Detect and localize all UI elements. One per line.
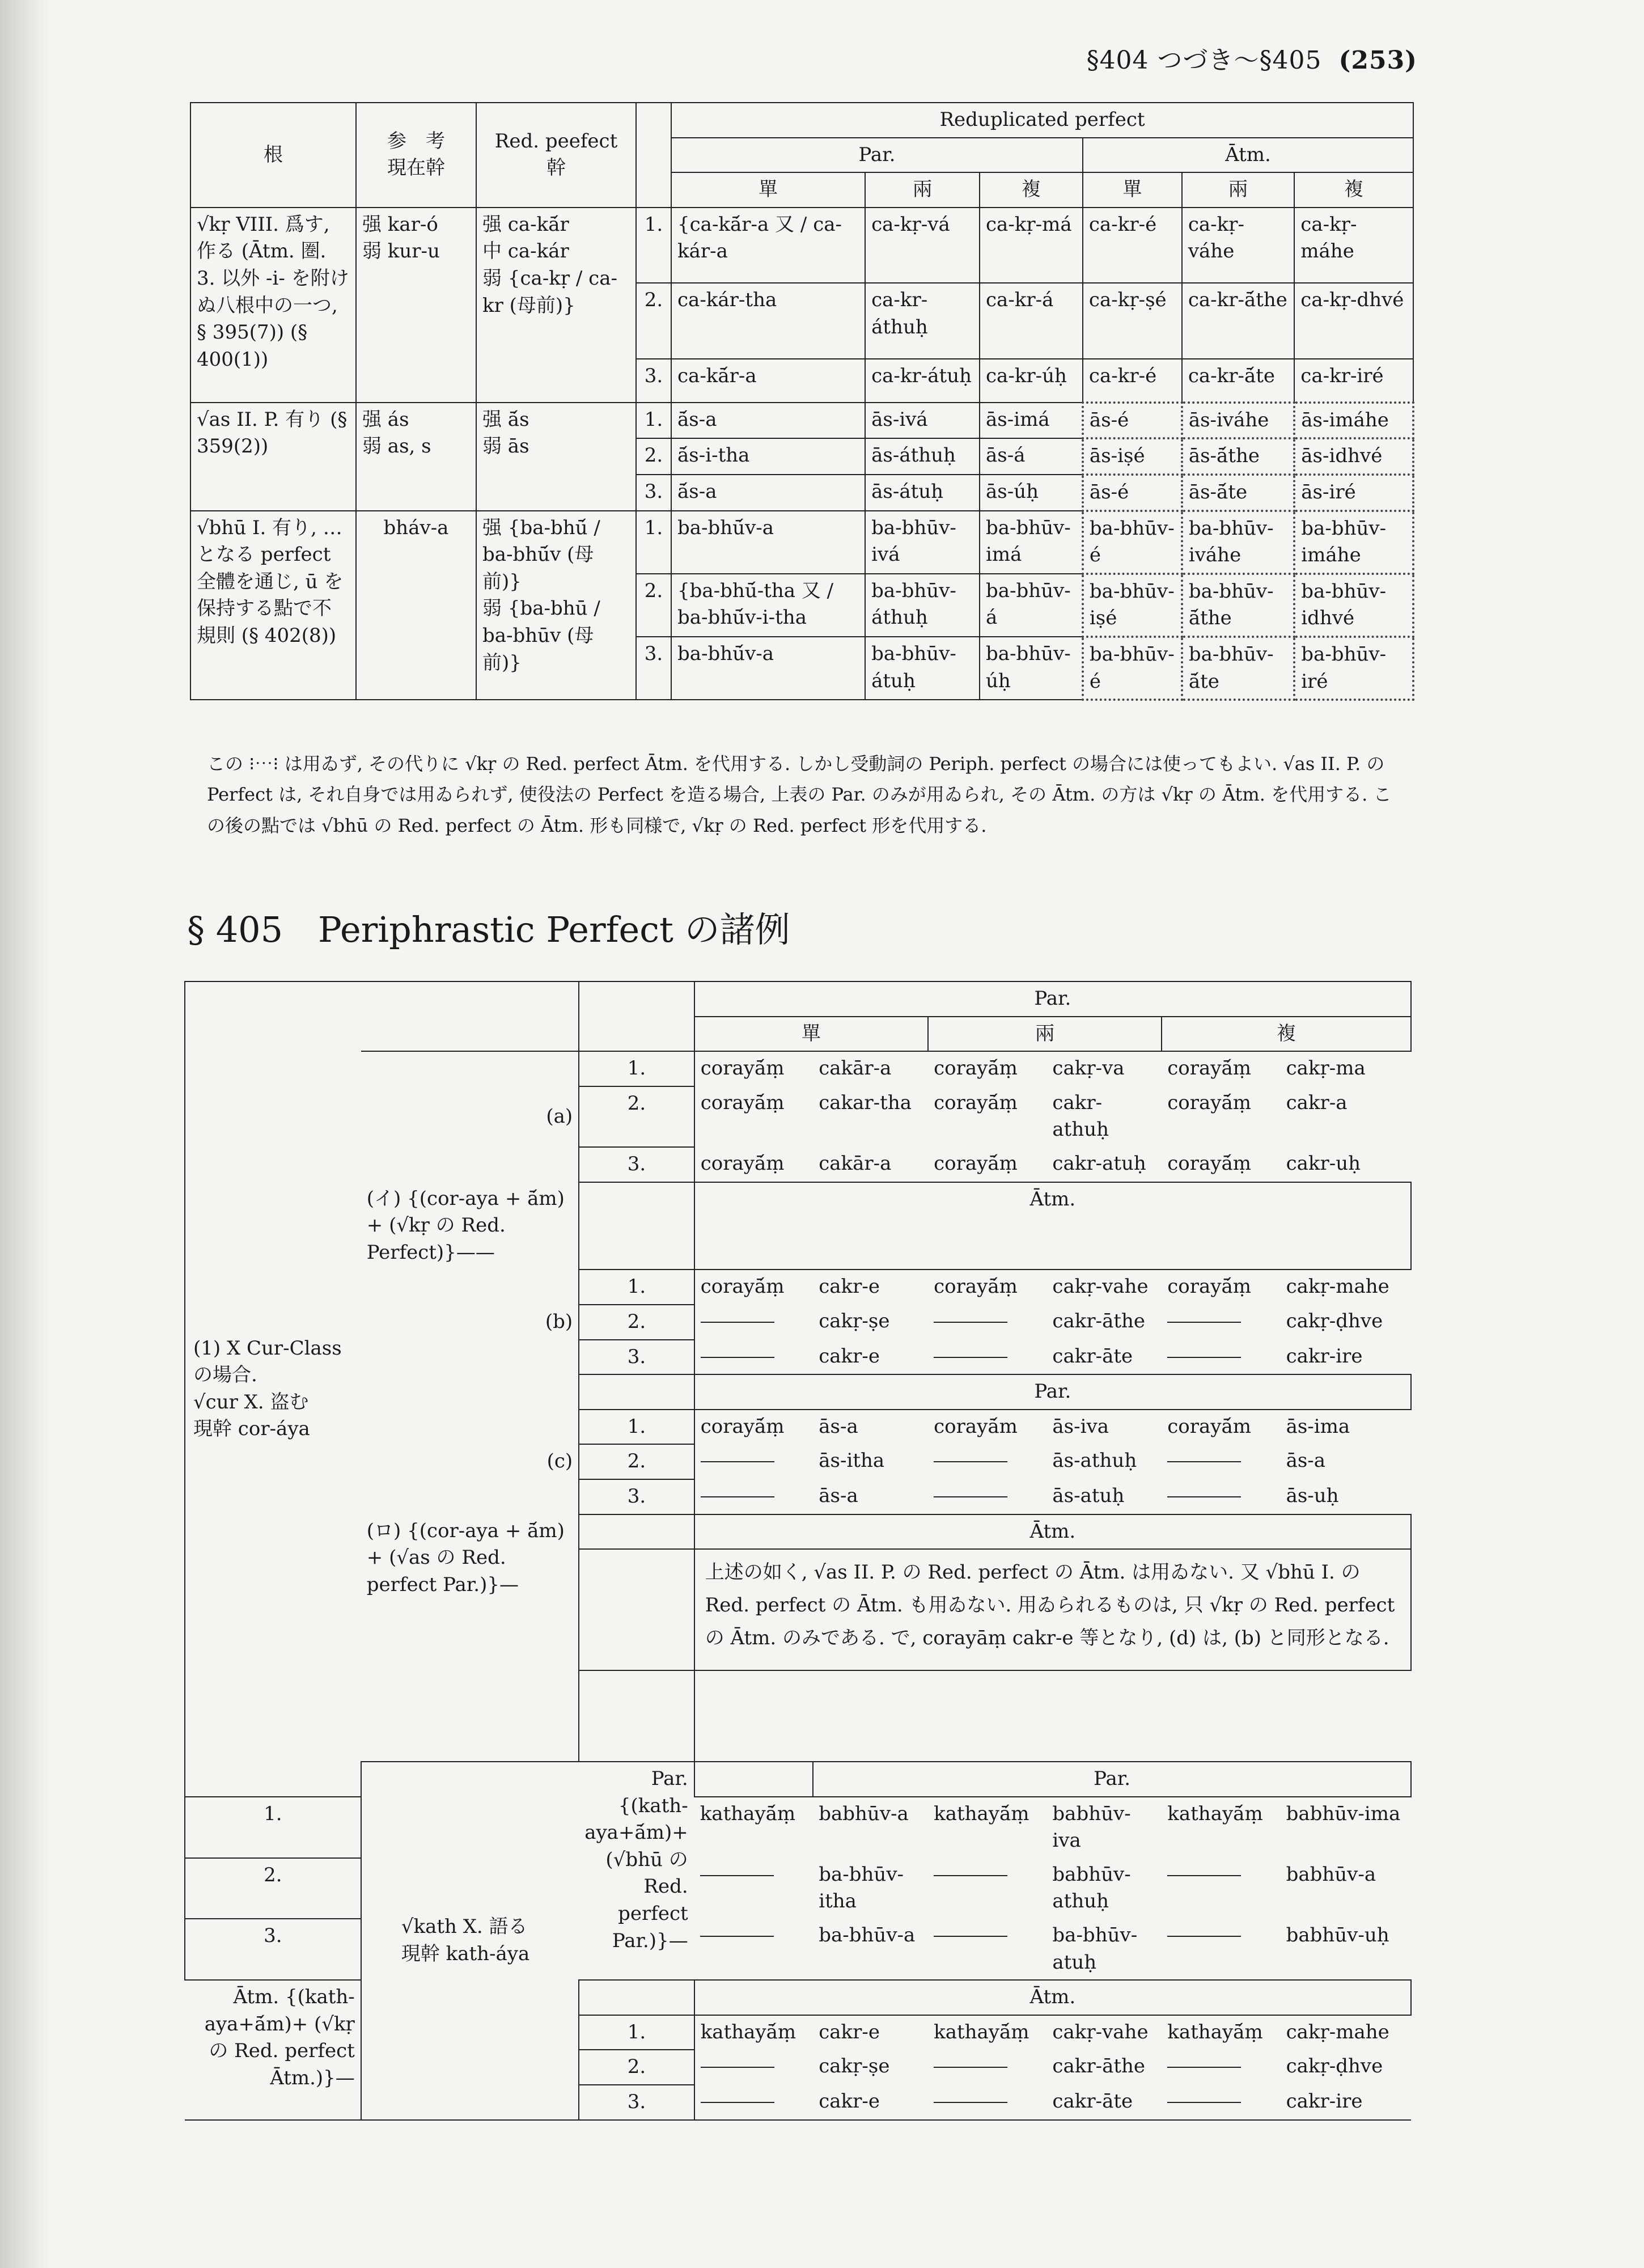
- unused-form-cell: ās-é: [1083, 475, 1182, 511]
- ditto-dash: [701, 2102, 774, 2103]
- table-row: [190, 511, 1413, 574]
- form-cell: corayā́ṃ: [934, 1275, 1018, 1298]
- person-number: 2.: [185, 1858, 361, 1919]
- form-cell: ās-ima: [1286, 1415, 1350, 1438]
- ditto-dash: [701, 1322, 774, 1323]
- form-cell: cakṛ-vahe: [1052, 1275, 1149, 1298]
- form-cell: ba-bhūv-ivá: [865, 511, 980, 574]
- form-cell: ās-á: [980, 438, 1083, 475]
- form-cell: ās-áthuḥ: [865, 438, 980, 475]
- form-cell: ā́s-a: [671, 403, 865, 439]
- form-cell: cakṛ-ṣe: [819, 2055, 890, 2078]
- form-cell: cakār-a: [819, 1152, 892, 1175]
- form-cell: corayā́ṃ: [700, 1415, 785, 1438]
- ditto-dash: [1167, 1461, 1241, 1462]
- root-cell: √kṛ VIII. 爲す, 作る (Ātm. 圏. 3. 以外 -i- を附けぬ八根中の一つ, § 395(7)) (§ 400(1)): [190, 208, 356, 403]
- person-number: 2.: [579, 1086, 694, 1147]
- page-number: (253): [1338, 46, 1417, 75]
- ditto-dash: [934, 1936, 1007, 1937]
- form-cell: ba-bhūv-atuḥ: [1052, 1924, 1138, 1974]
- unused-form-cell: ās-é: [1083, 403, 1182, 439]
- form-cell: corayā́ṃ: [934, 1152, 1018, 1175]
- row-label-c: (c): [546, 1450, 573, 1473]
- ditto-dash: [1167, 2102, 1241, 2103]
- perfect-stem-cell: 强 ca-kā́r 中 ca-kár 弱 {ca-kṛ / ca-kr (母前)}: [476, 208, 636, 403]
- form-cell: ba-bhūv-úḥ: [980, 637, 1083, 700]
- form-cell: ās-uḥ: [1286, 1484, 1339, 1507]
- person-number: 3.: [579, 1147, 694, 1182]
- header-atm: Ātm.: [1083, 138, 1413, 173]
- form-cell: cakr-e: [813, 2085, 928, 2120]
- form-cell: corayā́ṃ: [700, 1091, 785, 1114]
- formula-i: (イ) {(cor-aya + ā́m) + (√kṛ の Red. Perfect)}——: [366, 1187, 565, 1264]
- form-cell: babhūv-iva: [1052, 1802, 1131, 1852]
- header-par: Par.: [694, 1374, 1411, 1410]
- form-cell: kathayā́ṃ: [700, 1802, 796, 1825]
- form-cell: ca-kr-átuḥ: [865, 359, 980, 403]
- formula-ro: (ロ) {(cor-aya + ā́m) + (√as の Red. perfect Par.)}—: [366, 1519, 565, 1596]
- ditto-dash: [701, 2067, 774, 2068]
- form-cell: ba-bhūv-itha: [819, 1863, 904, 1913]
- unused-form-cell: ās-iṣé: [1083, 438, 1182, 475]
- unused-form-cell: ās-iré: [1294, 475, 1413, 511]
- form-cell: cakṛ-ḍhve: [1286, 1309, 1383, 1332]
- person-number: 1.: [636, 208, 671, 284]
- form-cell: corayā́ṃ: [700, 1152, 785, 1175]
- form-cell: cakṛ-mahe: [1286, 1275, 1389, 1298]
- form-cell: corayā́ṃ: [1167, 1057, 1252, 1080]
- ditto-dash: [934, 2102, 1007, 2103]
- form-cell: {ca-kā́r-a 又 / ca-kár-a: [671, 208, 865, 284]
- form-cell: ca-kr-á: [980, 283, 1083, 359]
- ditto-dash: [934, 1461, 1007, 1462]
- person-number: 1.: [579, 1051, 694, 1086]
- header-plural: 複: [1294, 172, 1413, 208]
- person-number: 1.: [636, 511, 671, 574]
- form-cell: ca-kṛ-máhe: [1294, 208, 1413, 284]
- form-cell: ās-iva: [1052, 1415, 1109, 1438]
- col-present-stem: 参 考 現在幹: [356, 103, 476, 208]
- form-cell: ās-imá: [980, 403, 1083, 439]
- form-cell: corayā́ṃ: [700, 1275, 785, 1298]
- perfect-stem-cell: 强 {ba-bhū́ / ba-bhū́v (母前)} 弱 {ba-bhū / ba-bhūv (母前)}: [476, 511, 636, 700]
- ditto-dash: [700, 1875, 774, 1876]
- form-cell: ca-kár-tha: [671, 283, 865, 359]
- cur-class-label: (1) X Cur-Class の場合. √cur X. 盗む 現幹 cor-áya: [193, 1336, 342, 1441]
- section-title: § 405 Periphrastic Perfect の諸例: [187, 909, 790, 950]
- form-cell: cakr-āthe: [1052, 1309, 1146, 1332]
- unused-form-cell: ās-ā́te: [1182, 475, 1294, 511]
- header-plural: 複: [1162, 1017, 1411, 1052]
- form-cell: kathayā́ṃ: [1167, 2020, 1263, 2043]
- form-cell: cakṛ-ma: [1286, 1057, 1366, 1080]
- form-cell: ba-bhūv-átuḥ: [865, 637, 980, 700]
- present-stem-cell: 强 ás 弱 as, s: [356, 403, 476, 511]
- kath-par-formula: Par. {(kath-aya+ā́m)+ (√bhū の Red. perfect Par.)}—: [579, 1762, 694, 1980]
- person-number: 1.: [185, 1797, 361, 1858]
- person-number: 2.: [636, 283, 671, 359]
- header-dual: 兩: [865, 172, 980, 208]
- form-cell: cakr-a: [1286, 1091, 1348, 1114]
- ditto-dash: [700, 1936, 774, 1937]
- form-cell: ās-úḥ: [980, 475, 1083, 511]
- form-cell: corayā́m: [934, 1415, 1018, 1438]
- form-cell: cakr-e: [819, 1344, 880, 1368]
- form-cell: babhūv-athuḥ: [1052, 1863, 1131, 1913]
- unused-form-cell: ās-ā́the: [1182, 438, 1294, 475]
- ditto-dash: [934, 1496, 1007, 1497]
- form-cell: cakr-ire: [1286, 1344, 1363, 1368]
- header-par: Par.: [694, 981, 1411, 1017]
- form-cell: corayā́ṃ: [1167, 1091, 1252, 1114]
- header-dual: 兩: [928, 1017, 1162, 1052]
- running-header: [1087, 40, 1417, 76]
- form-cell: ca-kṛ-ṣé: [1083, 283, 1182, 359]
- form-cell: ās-átuḥ: [865, 475, 980, 511]
- form-cell: kathayā́ṃ: [700, 2020, 796, 2043]
- row-label-a: (a): [546, 1105, 573, 1128]
- form-cell: ca-kṛ-má: [980, 208, 1083, 284]
- person-number: 2.: [579, 1305, 694, 1340]
- form-cell: ba-bhūv-a: [819, 1924, 916, 1947]
- ditto-dash: [701, 1496, 774, 1497]
- header-singular: 單: [694, 1017, 928, 1052]
- form-cell: corayā́ṃ: [1167, 1275, 1252, 1298]
- ditto-dash: [934, 1357, 1007, 1358]
- form-cell: ba-bhūv-á: [980, 574, 1083, 637]
- form-cell: ca-kṛ-dhvé: [1294, 283, 1413, 359]
- unused-form-cell: ba-bhūv-é: [1083, 637, 1182, 700]
- col-person: [636, 103, 671, 208]
- form-cell: cakṛ-va: [1052, 1057, 1125, 1080]
- form-cell: ca-kṛ-váhe: [1182, 208, 1294, 284]
- table-row: [190, 403, 1413, 439]
- form-cell: cakr-e: [819, 2020, 880, 2043]
- form-cell: cakṛ-ḍhve: [1286, 2055, 1383, 2078]
- form-cell: cakr-āte: [1046, 2085, 1162, 2120]
- form-cell: ca-kr-áthuḥ: [865, 283, 980, 359]
- table-row: [185, 1051, 1411, 1086]
- form-cell: babhūv-a: [819, 1802, 909, 1825]
- ditto-dash: [934, 1875, 1007, 1876]
- person-number: 2.: [636, 438, 671, 475]
- root-cell: √as II. P. 有り (§ 359(2)): [190, 403, 356, 511]
- form-cell: cakar-tha: [819, 1091, 912, 1114]
- person-number: 1.: [636, 403, 671, 439]
- person-number: 3.: [636, 475, 671, 511]
- form-cell: kathayā́ṃ: [934, 2020, 1029, 2043]
- person-number: 2.: [579, 2050, 694, 2085]
- form-cell: cakṛ-mahe: [1286, 2020, 1389, 2043]
- form-cell: cakṛ-ṣe: [819, 1309, 890, 1332]
- form-cell: babhūv-ima: [1286, 1802, 1401, 1825]
- form-cell: kathayā́ṃ: [934, 1802, 1029, 1825]
- ditto-dash: [1167, 1357, 1241, 1358]
- form-cell: cakr-athuḥ: [1052, 1091, 1109, 1141]
- form-cell: cakār-a: [819, 1057, 892, 1080]
- header-atm: Ātm.: [694, 1182, 1411, 1270]
- form-cell: ca-kr-iré: [1294, 359, 1413, 403]
- form-cell: corayā́ṃ: [1167, 1152, 1252, 1175]
- person-number: 2.: [579, 1444, 694, 1479]
- ditto-dash: [701, 1357, 774, 1358]
- reduplicated-perfect-table: [190, 102, 1414, 701]
- header-atm: Ātm.: [694, 1514, 1411, 1550]
- header-dual: 兩: [1182, 172, 1294, 208]
- form-cell: corayā́ṃ: [934, 1091, 1018, 1114]
- header-singular: 單: [671, 172, 865, 208]
- form-cell: ā́s-a: [671, 475, 865, 511]
- present-stem-cell: 强 kar-ó 弱 kur-u: [356, 208, 476, 403]
- cur-class-note: 上述の如く, √as II. P. の Red. perfect の Ātm. は用ゐない. 又 √bhū I. の Red. perfect の Ātm. も用ゐない. 用ゐられるものは, 只 √kṛ の Red. perfect の Ātm. のみである. で, corayāṃ cakr-e 等となり, (d) は, (b) と同形となる.: [694, 1549, 1411, 1670]
- ditto-dash: [1167, 1875, 1241, 1876]
- form-cell: ās-a: [1286, 1449, 1326, 1472]
- person-number: 3.: [636, 359, 671, 403]
- form-cell: cakr-e: [819, 1275, 880, 1298]
- table-row: [190, 208, 1413, 284]
- form-cell: ās-a: [819, 1484, 858, 1507]
- person-number: 3.: [579, 2085, 694, 2120]
- ditto-dash: [934, 1322, 1007, 1323]
- form-cell: ba-bhūv-imá: [980, 511, 1083, 574]
- form-cell: ca-kr-é: [1083, 208, 1182, 284]
- periphrastic-perfect-table: [184, 981, 1412, 2121]
- form-cell: corayā́m: [1167, 1415, 1252, 1438]
- unused-form-cell: ba-bhūv-iváhe: [1182, 511, 1294, 574]
- form-cell: ba-bhū́v-a: [671, 511, 865, 574]
- form-cell: cakr-āte: [1052, 1344, 1133, 1368]
- form-cell: ca-kā́r-a: [671, 359, 865, 403]
- form-cell: ca-kr-úḥ: [980, 359, 1083, 403]
- root-cell: √bhū I. 有り, …となる perfect 全體を通じ, ū を保持する點で不規則 (§ 402(8)): [190, 511, 356, 700]
- form-cell: corayā́ṃ: [700, 1057, 785, 1080]
- person-number: 1.: [579, 1270, 694, 1305]
- table-footnote: この ⁝⋯⁝ は用ゐず, その代りに √kṛ の Red. perfect Ātm. を代用する. しかし受動詞の Periph. perfect の場合には使ってもよい. √as II. P. の Perfect は, それ自身では用ゐられず, 使役法の Perfect を造る場合, 上表の Par. のみが用ゐられ, その Ātm. の方は √kṛ の Ātm. を代用する. この後の點では √bhū の Red. perfect の Ātm. 形も同様で, √kṛ の Red. perfect 形を代用する.: [207, 753, 1392, 836]
- form-cell: ās-atuḥ: [1052, 1484, 1125, 1507]
- ditto-dash: [1167, 2067, 1241, 2068]
- unused-form-cell: ba-bhūv-ā́te: [1182, 637, 1294, 700]
- ditto-dash: [934, 2067, 1007, 2068]
- table-row: [185, 1270, 1411, 1305]
- form-cell: ca-kr-ā́te: [1182, 359, 1294, 403]
- form-cell: ās-a: [819, 1415, 858, 1438]
- form-cell: ba-bhū́v-a: [671, 637, 865, 700]
- person-number: 3.: [579, 1479, 694, 1514]
- form-cell: ca-kr-é: [1083, 359, 1182, 403]
- unused-form-cell: ba-bhūv-idhvé: [1294, 574, 1413, 637]
- person-number: 3.: [579, 1340, 694, 1375]
- header-section: §404 つづき～§405: [1086, 46, 1322, 75]
- header-atm: Ātm.: [694, 1980, 1411, 2015]
- header-singular: 單: [1083, 172, 1182, 208]
- person-number: 1.: [579, 2015, 694, 2050]
- kath-root-label: √kath X. 語る 現幹 kath-áya: [401, 1915, 530, 1965]
- ditto-dash: [1167, 1936, 1241, 1937]
- form-cell: corayā́ṃ: [934, 1057, 1018, 1080]
- page-edge-shadow: [0, 0, 51, 2268]
- unused-form-cell: ba-bhūv-é: [1083, 511, 1182, 574]
- col-perfect-stem: Red. peefect 幹: [476, 103, 636, 208]
- unused-form-cell: ās-iváhe: [1182, 403, 1294, 439]
- person-number: 1.: [579, 1410, 694, 1445]
- ditto-dash: [1167, 1322, 1241, 1323]
- form-cell: ās-itha: [819, 1449, 885, 1472]
- unused-form-cell: ba-bhūv-imáhe: [1294, 511, 1413, 574]
- form-cell: ās-athuḥ: [1052, 1449, 1137, 1472]
- header-par: Par.: [813, 1762, 1411, 1797]
- unused-form-cell: ba-bhūv-iré: [1294, 637, 1413, 700]
- kath-atm-formula: Ātm. {(kath-aya+ā́m)+ (√kṛ の Red. perfect Ātm.)}—: [185, 1980, 361, 2119]
- unused-form-cell: ās-imáhe: [1294, 403, 1413, 439]
- row-label-b: (b): [545, 1310, 573, 1333]
- form-cell: ca-kṛ-vá: [865, 208, 980, 284]
- form-cell: ca-kr-ā́the: [1182, 283, 1294, 359]
- form-cell: ā́s-i-tha: [671, 438, 865, 475]
- person-number: 3.: [636, 637, 671, 700]
- form-cell: cakr-uḥ: [1286, 1152, 1361, 1175]
- form-cell: babhūv-uḥ: [1286, 1924, 1389, 1947]
- form-cell: cakr-āthe: [1052, 2055, 1146, 2078]
- ditto-dash: [701, 1461, 774, 1462]
- table-row: [185, 1410, 1411, 1445]
- form-cell: cakr-ire: [1281, 2085, 1411, 2120]
- form-cell: cakṛ-vahe: [1052, 2020, 1149, 2043]
- form-cell: ās-ivá: [865, 403, 980, 439]
- col-root: 根: [190, 103, 356, 208]
- form-cell: ba-bhūv-áthuḥ: [865, 574, 980, 637]
- unused-form-cell: ba-bhūv-ā́the: [1182, 574, 1294, 637]
- form-cell: cakr-atuḥ: [1052, 1152, 1146, 1175]
- form-cell: babhūv-a: [1286, 1863, 1376, 1886]
- present-stem-cell: bháv-a: [356, 511, 476, 700]
- form-cell: kathayā́ṃ: [1167, 1802, 1263, 1825]
- perfect-stem-cell: 强 ā́s 弱 ās: [476, 403, 636, 511]
- unused-form-cell: ās-idhvé: [1294, 438, 1413, 475]
- header-reduplicated-perfect: Reduplicated perfect: [671, 103, 1413, 138]
- unused-form-cell: ba-bhūv-iṣé: [1083, 574, 1182, 637]
- person-number: 2.: [636, 574, 671, 637]
- ditto-dash: [1167, 1496, 1241, 1497]
- form-cell: {ba-bhū́-tha 又 / ba-bhū́v-i-tha: [671, 574, 865, 637]
- person-number: 3.: [185, 1919, 361, 1980]
- header-plural: 複: [980, 172, 1083, 208]
- header-par: Par.: [671, 138, 1083, 173]
